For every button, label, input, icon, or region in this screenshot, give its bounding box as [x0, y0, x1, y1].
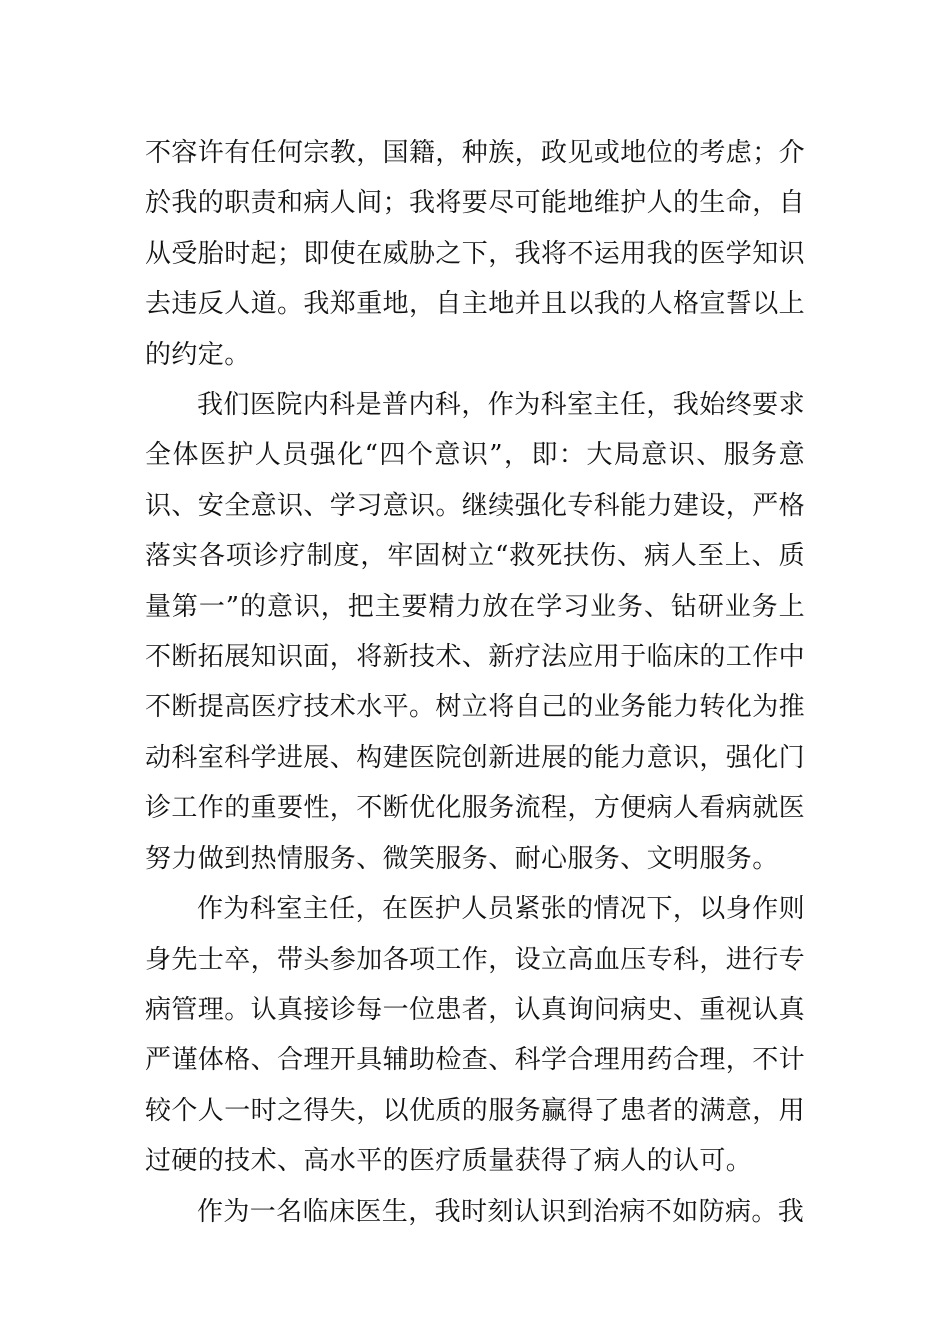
document-body: [145, 128, 805, 1237]
paragraph-3: 作为科室主任，在医护人员紧张的情况下，以身作则身先士卒，带头参加各项工作，设立高血压专科，进行专病管理。认真接诊每一位患者，认真询问病史、重视认真严谨体格、合理开具辅助检查、科学合理用药合理，不计较个人一时之得失，以优质的服务赢得了患者的满意，用过硬的技术、高水平的医疗质量获得了病人的认可。: [145, 894, 806, 1177]
paragraph-1: 不容许有任何宗教，国籍，种族，政见或地位的考虑；介於我的职责和病人间；我将要尽可能地维护人的生命，自从受胎时起；即使在威胁之下，我将不运用我的医学知识去违反人道。我郑重地，自主地并且以我的人格宣誓以上的约定。: [145, 138, 806, 370]
paragraph-4: 作为一名临床医生，我时刻认识到治病不如防病。我: [197, 1196, 805, 1227]
paragraph-2: 我们医院内科是普内科，作为科室主任，我始终要求全体医护人员强化“四个意识”，即：大局意识、服务意识、安全意识、学习意识。继续强化专科能力建设，严格落实各项诊疗制度，牢固树立“救死扶伤、病人至上、质量第一”的意识，把主要精力放在学习业务、钻研业务上不断拓展知识面，将新技术、新疗法应用于临床的工作中不断提高医疗技术水平。树立将自己的业务能力转化为推动科室科学进展、构建医院创新进展的能力意识，强化门诊工作的重要性，不断优化服务流程，方便病人看病就医努力做到热情服务、微笑服务、耐心服务、文明服务。: [145, 390, 806, 874]
